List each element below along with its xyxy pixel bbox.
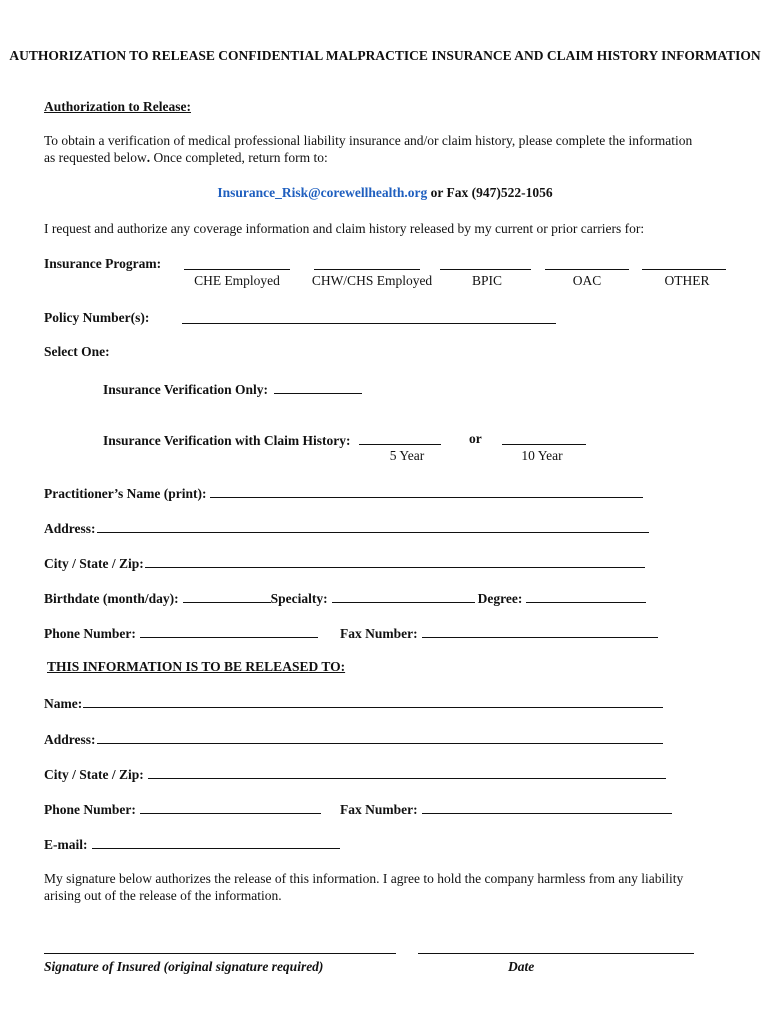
recipient-email-label: E-mail: bbox=[44, 837, 88, 852]
insurance-program-label: Insurance Program: bbox=[44, 256, 162, 271]
contact-email-link[interactable]: Insurance_Risk@corewellhealth.org bbox=[217, 185, 428, 200]
date-caption: Date bbox=[508, 959, 535, 974]
phone-label: Phone Number: bbox=[44, 626, 136, 641]
practitioner-name-label: Practitioner’s Name (print): bbox=[44, 486, 207, 501]
program-blank-other[interactable] bbox=[642, 256, 726, 270]
intro-line-1: To obtain a verification of medical professional liability insurance and/or claim history, please complete the information bbox=[44, 133, 693, 148]
fax-label: Fax Number: bbox=[340, 626, 418, 641]
form-title: AUTHORIZATION TO RELEASE CONFIDENTIAL MALPRACTICE INSURANCE AND CLAIM HISTORY INFORMATION bbox=[9, 48, 761, 63]
intro-line-2 bbox=[44, 150, 328, 166]
recipient-city-field[interactable] bbox=[148, 765, 666, 779]
program-blank-bpic[interactable] bbox=[440, 256, 531, 270]
phone-row bbox=[44, 624, 318, 642]
address-label: Address: bbox=[44, 521, 96, 536]
recipient-email-field[interactable] bbox=[92, 835, 340, 849]
phone-field[interactable] bbox=[140, 624, 318, 638]
fax-row bbox=[340, 624, 658, 642]
verification-only-row bbox=[103, 380, 362, 398]
birthdate-row bbox=[44, 589, 646, 607]
signature-field[interactable] bbox=[44, 940, 396, 954]
city-state-zip-row bbox=[44, 554, 645, 572]
verification-only-field[interactable] bbox=[274, 380, 362, 394]
ten-year-label: 10 Year bbox=[521, 448, 563, 463]
city-state-zip-label: City / State / Zip: bbox=[44, 556, 144, 571]
program-blank-che[interactable] bbox=[184, 256, 290, 270]
release-to-heading: THIS INFORMATION IS TO BE RELEASED TO: bbox=[47, 659, 346, 674]
recipient-city-label: City / State / Zip: bbox=[44, 767, 144, 782]
recipient-fax-label: Fax Number: bbox=[340, 802, 418, 817]
recipient-name-row bbox=[44, 694, 663, 712]
select-one-label: Select One: bbox=[44, 344, 110, 359]
program-bpic-label: BPIC bbox=[471, 273, 502, 288]
recipient-fax-field[interactable] bbox=[422, 800, 672, 814]
signature-statement-line-1: My signature below authorizes the release of this information. I agree to hold the company harmless from any liability bbox=[44, 871, 684, 886]
five-year-label: 5 Year bbox=[389, 448, 425, 463]
practitioner-name-row bbox=[44, 484, 643, 502]
authorization-heading: Authorization to Release: bbox=[44, 99, 191, 114]
program-blank-oac[interactable] bbox=[545, 256, 629, 270]
recipient-name-field[interactable] bbox=[83, 694, 663, 708]
program-chw-label: CHW/CHS Employed bbox=[311, 273, 433, 288]
program-che-label: CHE Employed bbox=[194, 273, 280, 288]
degree-label: Degree: bbox=[477, 591, 523, 606]
program-oac-label: OAC bbox=[572, 273, 602, 288]
specialty-field[interactable] bbox=[332, 589, 475, 603]
intro-line-2-dot: . bbox=[146, 150, 151, 165]
policy-number-label: Policy Number(s): bbox=[44, 310, 150, 325]
birthdate-field[interactable] bbox=[183, 589, 271, 603]
recipient-phone-label: Phone Number: bbox=[44, 802, 136, 817]
degree-field[interactable] bbox=[526, 589, 646, 603]
city-state-zip-field[interactable] bbox=[145, 554, 645, 568]
program-blank-chw[interactable] bbox=[314, 256, 420, 270]
date-field[interactable] bbox=[418, 940, 694, 954]
recipient-fax-row bbox=[340, 800, 672, 818]
specialty-label: Specialty: bbox=[270, 591, 328, 606]
contact-fax: or Fax (947)522-1056 bbox=[427, 185, 553, 200]
five-year-field[interactable] bbox=[359, 431, 441, 445]
or-label: or bbox=[469, 431, 482, 446]
address-field[interactable] bbox=[97, 519, 649, 533]
recipient-address-row bbox=[44, 730, 663, 748]
recipient-city-row bbox=[44, 765, 666, 783]
ten-year-field[interactable] bbox=[502, 431, 586, 445]
signature-statement-line-2: arising out of the release of the information. bbox=[44, 888, 282, 903]
recipient-name-label: Name: bbox=[44, 696, 83, 711]
recipient-phone-row bbox=[44, 800, 321, 818]
policy-number-field[interactable] bbox=[182, 310, 556, 324]
fax-field[interactable] bbox=[422, 624, 658, 638]
recipient-email-row bbox=[44, 835, 340, 853]
address-row bbox=[44, 519, 649, 537]
recipient-phone-field[interactable] bbox=[140, 800, 321, 814]
birthdate-label: Birthdate (month/day): bbox=[44, 591, 179, 606]
recipient-address-label: Address: bbox=[44, 732, 96, 747]
program-other-label: OTHER bbox=[664, 273, 710, 288]
verification-history-label: Insurance Verification with Claim History: bbox=[103, 433, 351, 448]
verification-history-row bbox=[103, 431, 441, 449]
recipient-address-field[interactable] bbox=[97, 730, 663, 744]
intro-line-2-b: Once completed, return form to: bbox=[150, 150, 328, 165]
request-text: I request and authorize any coverage information and claim history released by my current or prior carriers for: bbox=[44, 221, 645, 236]
signature-caption: Signature of Insured (original signature required) bbox=[44, 959, 324, 974]
intro-line-2-a: as requested below bbox=[44, 150, 147, 165]
practitioner-name-field[interactable] bbox=[210, 484, 643, 498]
verification-only-label: Insurance Verification Only: bbox=[103, 382, 269, 397]
contact-line bbox=[0, 185, 770, 201]
